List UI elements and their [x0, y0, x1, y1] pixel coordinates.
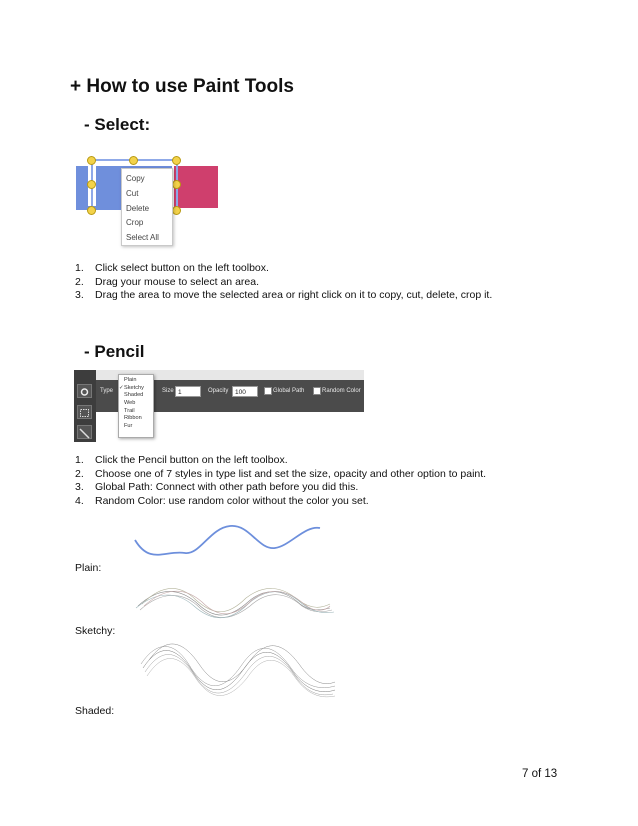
opacity-input[interactable]: 100	[232, 386, 258, 397]
context-menu-item-copy[interactable]: Copy	[126, 174, 145, 183]
shaded-label: Shaded:	[75, 705, 115, 717]
select-screenshot	[74, 156, 222, 248]
size-input[interactable]: 1	[175, 386, 201, 397]
opacity-label: Opacity	[208, 388, 229, 394]
select-tool-icon[interactable]	[77, 405, 92, 419]
context-menu-item-crop[interactable]: Crop	[126, 218, 144, 228]
random-color-checkbox[interactable]	[313, 387, 321, 395]
list-item: 3. Global Path: Connect with other path before you did this.	[75, 481, 359, 494]
page-number: 7 of 13	[522, 768, 558, 780]
pencil-steps	[75, 454, 575, 508]
random-color-label: Random Color	[322, 388, 361, 394]
section-title	[70, 76, 294, 98]
plain-label: Plain:	[75, 562, 102, 574]
section-title-text: How to use Paint Tools	[86, 76, 294, 97]
select-heading: - Select:	[84, 115, 151, 134]
type-option-shaded[interactable]: Shaded	[124, 392, 144, 399]
pencil-toolbar-screenshot	[74, 370, 364, 442]
global-path-checkbox[interactable]	[264, 387, 272, 395]
gear-icon[interactable]	[77, 384, 92, 398]
checkmark-icon: ✓	[119, 384, 124, 391]
list-item: 1. Click the Pencil button on the left toolbox.	[75, 454, 288, 466]
plain-stroke-sample	[130, 520, 330, 565]
context-menu-item-select-all[interactable]: Select All	[126, 233, 159, 243]
pink-rectangle	[174, 166, 218, 208]
context-menu-item-delete[interactable]: Delete	[126, 203, 150, 213]
plus-icon: +	[70, 76, 82, 97]
sketchy-stroke-sample	[130, 578, 340, 628]
selection-handle[interactable]	[172, 180, 181, 189]
list-item: 1. Click select button on the left toolbox.	[75, 262, 269, 274]
list-item: 2. Drag your mouse to select an area.	[75, 275, 260, 288]
type-option-sketchy[interactable]: ✓ Sketchy	[119, 384, 144, 391]
context-menu	[121, 168, 173, 246]
pencil-heading: - Pencil	[84, 342, 145, 361]
global-path-label: Global Path	[273, 388, 305, 394]
type-option-trail[interactable]: Trail	[124, 407, 135, 414]
type-label: Type	[100, 388, 114, 394]
select-steps	[75, 262, 575, 303]
type-option-ribbon[interactable]: Ribbon	[124, 415, 142, 422]
selection-handle[interactable]	[87, 180, 96, 189]
shaded-stroke-sample	[135, 638, 340, 703]
selection-handle[interactable]	[172, 156, 181, 165]
selection-handle[interactable]	[129, 156, 138, 165]
selection-handle[interactable]	[87, 206, 96, 215]
size-label: Size	[162, 388, 174, 394]
type-dropdown[interactable]	[118, 374, 154, 438]
pencil-tool-icon[interactable]	[77, 425, 92, 439]
selection-handle[interactable]	[87, 156, 96, 165]
list-item: 3. Drag the area to move the selected area or right click on it to copy, cut, delete, crop it.	[75, 289, 493, 302]
context-menu-item-cut[interactable]: Cut	[126, 188, 139, 198]
list-item: 2. Choose one of 7 styles in type list and set the size, opacity and other option to paint.	[75, 467, 487, 480]
sketchy-label: Sketchy:	[75, 625, 116, 637]
list-item: 4. Random Color: use random color without the color you set.	[75, 494, 369, 507]
type-option-fur[interactable]: Fur	[124, 423, 133, 430]
selection-handle[interactable]	[172, 206, 181, 215]
type-option-web[interactable]: Web	[124, 400, 136, 407]
type-option-plain[interactable]: Plain	[124, 377, 137, 383]
